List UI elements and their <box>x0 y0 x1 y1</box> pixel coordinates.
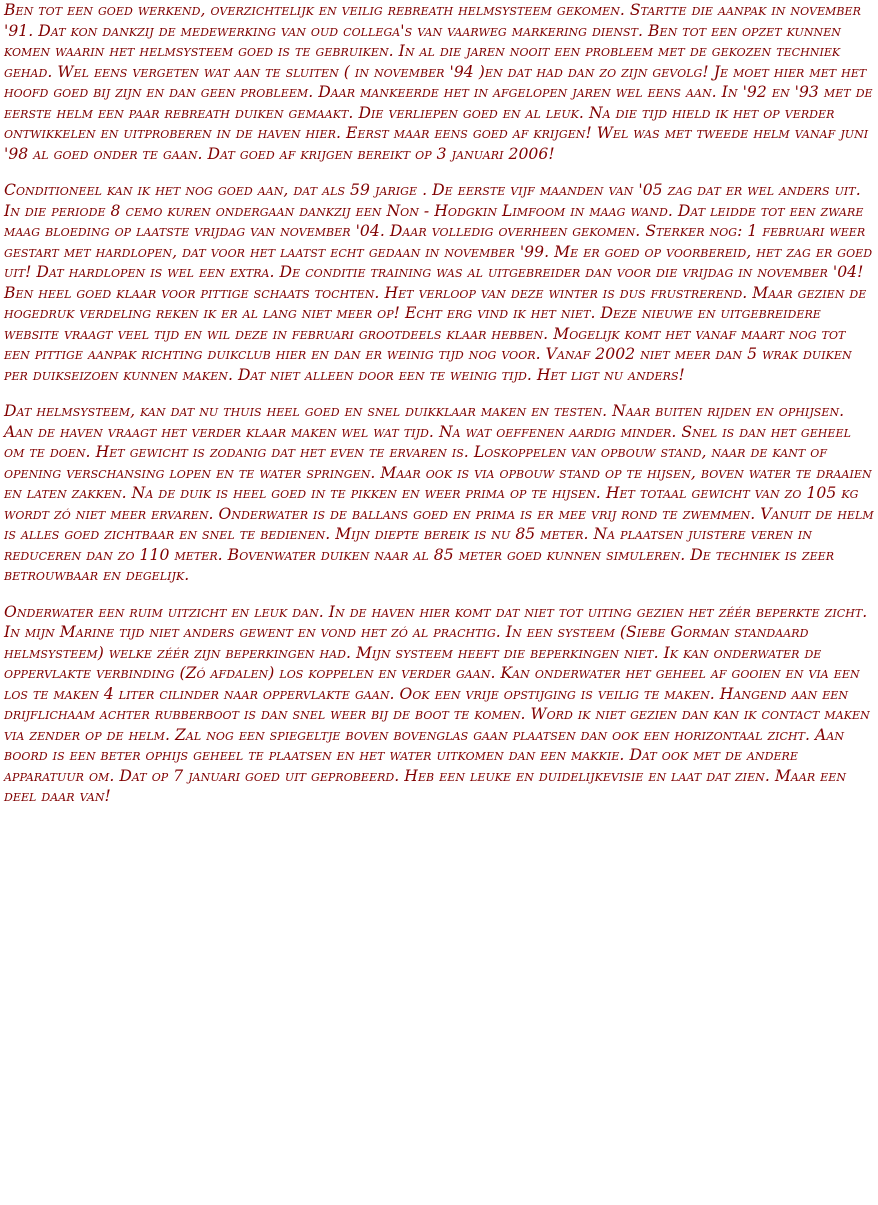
paragraph-helmsysteem-gebruik: Dat helmsysteem, kan dat nu thuis heel goed en snel duikklaar maken en testen. Naar buiten rijden en ophijsen. Aan de haven vraagt het verder klaar maken wel wat tijd. Na wat oeffenen aardig minder. Snel is dan het geheel om te doen. Het gewicht is zodanig dat het even te ervaren is. Loskoppelen van opbouw stand, naar de kant of opening verschansing lopen en te water springen. Maar ook is via opbouw stand op te hijsen, boven water te draaien en laten zakken. Na de duik is heel goed in te pikken en weer prima op te hijsen. Het totaal gewicht van zo 105 kg wordt zó niet meer ervaren. Onderwater is de ballans goed en prima is er mee vrij rond te zwemmen. Vanuit de helm is alles goed zichtbaar en snel te bedienen. Mijn diepte bereik is nu 85 meter. Na plaatsen juistere veren in reduceren dan zo 110 meter. Bovenwater duiken naar al 85 meter goed kunnen simuleren. De techniek is zeer betrouwbaar en degelijk. <box>4 402 874 584</box>
paragraph-onderwater-zicht: Onderwater een ruim uitzicht en leuk dan. In de haven hier komt dat niet tot uiting gezien het zéér beperkte zicht. In mijn Marine tijd niet anders gewent en vond het zó al prachtig. In een systeem (Siebe Gorman standaard helmsysteem) welke zéér zijn beperkingen had. Mijn systeem heeft die beperkingen niet. Ik kan onderwater de oppervlakte verbinding (Zó afdalen) los koppelen en verder gaan. Kan onderwater het geheel af gooien en via een los te maken 4 liter cilinder naar oppervlakte gaan. Ook een vrije opstijging is veilig te maken. Hangend aan een drijflichaam achter rubberboot is dan snel weer bij de boot te komen. Word ik niet gezien dan kan ik contact maken via zender op de helm. Zal nog een spiegeltje boven bovenglas gaan plaatsen dan ook een horizontaal zicht. Aan boord is een beter ophijs geheel te plaatsen en het water uitkomen dan een makkie. Dat ook met de andere apparatuur om. Dat op 7 januari goed uit geprobeerd. Heb een leuke en duidelijkevisie en laat dat zien. Maar een deel daar van! <box>4 602 870 805</box>
document-body <box>4 0 876 807</box>
paragraph-conditie: Conditioneel kan ik het nog goed aan, dat als 59 jarige . De eerste vijf maanden van '05 zag dat er wel anders uit. In die periode 8 cemo kuren ondergaan dankzij een Non - Hodgkin Limfoom in maag wand. Dat leidde tot een zware maag bloeding op laatste vrijdag van november '04. Daar volledig overheen gekomen. Sterker nog: 1 februari weer gestart met hardlopen, dat voor het laatst echt gedaan in november '99. Me er goed op voorbereid, het zag er goed uit! Dat hardlopen is wel een extra. De conditie training was al uitgebreider dan voor die vrijdag in november '04! Ben heel goed klaar voor pittige schaats tochten. Het verloop van deze winter is dus frustrerend. Maar gezien de hogedruk verdeling reken ik er al lang niet meer op! Echt erg vind ik het niet. Deze nieuwe en uitgebreidere website vraagt veel tijd en wil deze in februari grootdeels klaar hebben. Mogelijk komt het vanaf maart nog tot een pittige aanpak richting duikclub hier en dan er weinig tijd nog voor. Vanaf 2002 niet meer dan 5 wrak duiken per duikseizoen kunnen maken. Dat niet alleen door een te weinig tijd. Het ligt nu anders! <box>4 181 873 384</box>
paragraph-rebreath-helmsysteem: Ben tot een goed werkend, overzichtelijk en veilig rebreath helmsysteem gekomen. Startte die aanpak in november '91. Dat kon dankzij de medewerking van oud collega's van vaarweg markering dienst. Ben tot een opzet kunnen komen waarin het helmsysteem goed is te gebruiken. In al die jaren nooit een probleem met de gekozen techniek gehad. Wel eens vergeten wat aan te sluiten ( in november '94 )en dat had dan zo zijn gevolg! Je moet hier met het hoofd goed bij zijn en dan geen probleem. Daar mankeerde het in afgelopen jaren wel eens aan. In '92 en '93 met de eerste helm een paar rebreath duiken gemaakt. Die verliepen goed en al leuk. Na die tijd hield ik het op verder ontwikkelen en uitproberen in de haven hier. Eerst maar eens goed af krijgen! Wel was met tweede helm vanaf juni '98 al goed onder te gaan. Dat goed af krijgen bereikt op 3 januari 2006! <box>4 1 873 163</box>
